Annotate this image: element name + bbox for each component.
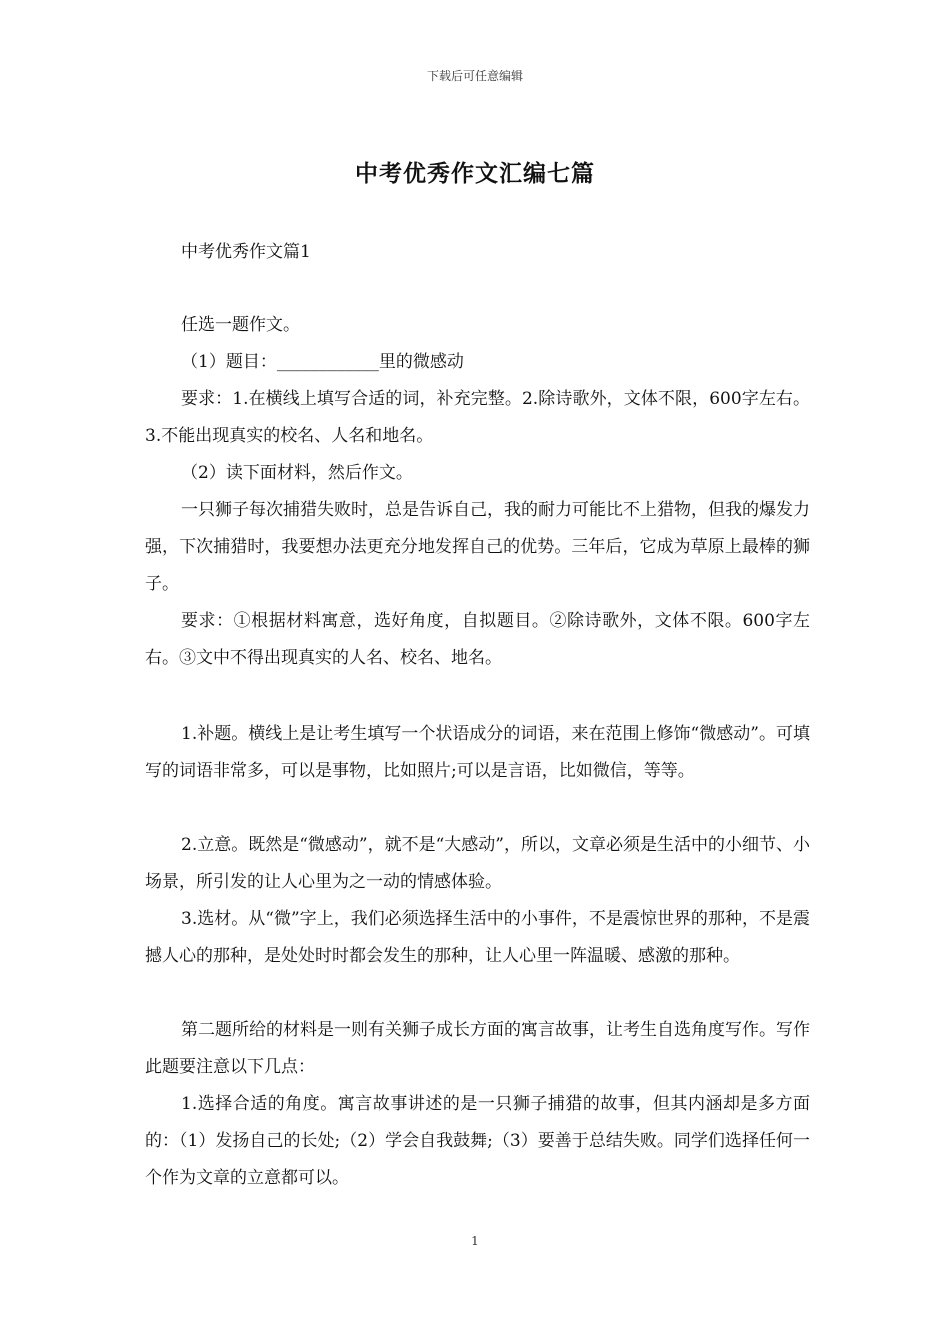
paragraph: 3.选材。从“微”字上，我们必须选择生活中的小事件，不是震惊世界的那种，不是震撼人心的那种，是处处时时都会发生的那种，让人心里一阵温暖、感激的那种。 bbox=[145, 909, 810, 966]
paragraph: 1.选择合适的角度。寓言故事讲述的是一只狮子捕猎的故事，但其内涵却是多方面的：（1）发扬自己的长处;（2）学会自我鼓舞;（3）要善于总结失败。同学们选择任何一个作为文章的立意都可以。 bbox=[145, 1094, 810, 1188]
paragraph: 一只狮子每次捕猎失败时，总是告诉自己，我的耐力可能比不上猎物，但我的爆发力强，下次捕猎时，我要想办法更充分地发挥自己的优势。三年后，它成为草原上最棒的狮子。 bbox=[145, 500, 810, 594]
document-title: 中考优秀作文汇编七篇 bbox=[355, 160, 595, 187]
page-number: 1 bbox=[471, 1234, 479, 1248]
section-heading: 中考优秀作文篇1 bbox=[181, 242, 311, 262]
paragraph: 要求：①根据材料寓意，选好角度，自拟题目。②除诗歌外，文体不限。600字左右。③文中不得出现真实的人名、校名、地名。 bbox=[145, 611, 810, 668]
paragraph: 1.补题。横线上是让考生填写一个状语成分的词语，来在范围上修饰“微感动”。可填写的词语非常多，可以是事物，比如照片;可以是言语，比如微信，等等。 bbox=[145, 724, 810, 781]
paragraph: 2.立意。既然是“微感动”，就不是“大感动”，所以，文章必须是生活中的小细节、小场景，所引发的让人心里为之一动的情感体验。 bbox=[145, 835, 810, 892]
paragraph: （1）题目：____________里的微感动 bbox=[181, 352, 464, 372]
paragraph: （2）读下面材料，然后作文。 bbox=[181, 463, 413, 483]
paragraph: 要求：1.在横线上填写合适的词，补充完整。2.除诗歌外，文体不限，600字左右。3.不能出现真实的校名、人名和地名。 bbox=[145, 389, 810, 446]
page-header: 下载后可任意编辑 bbox=[426, 69, 523, 83]
paragraph: 第二题所给的材料是一则有关狮子成长方面的寓言故事，让考生自选角度写作。写作此题要注意以下几点： bbox=[145, 1020, 810, 1077]
paragraph: 任选一题作文。 bbox=[181, 315, 300, 335]
